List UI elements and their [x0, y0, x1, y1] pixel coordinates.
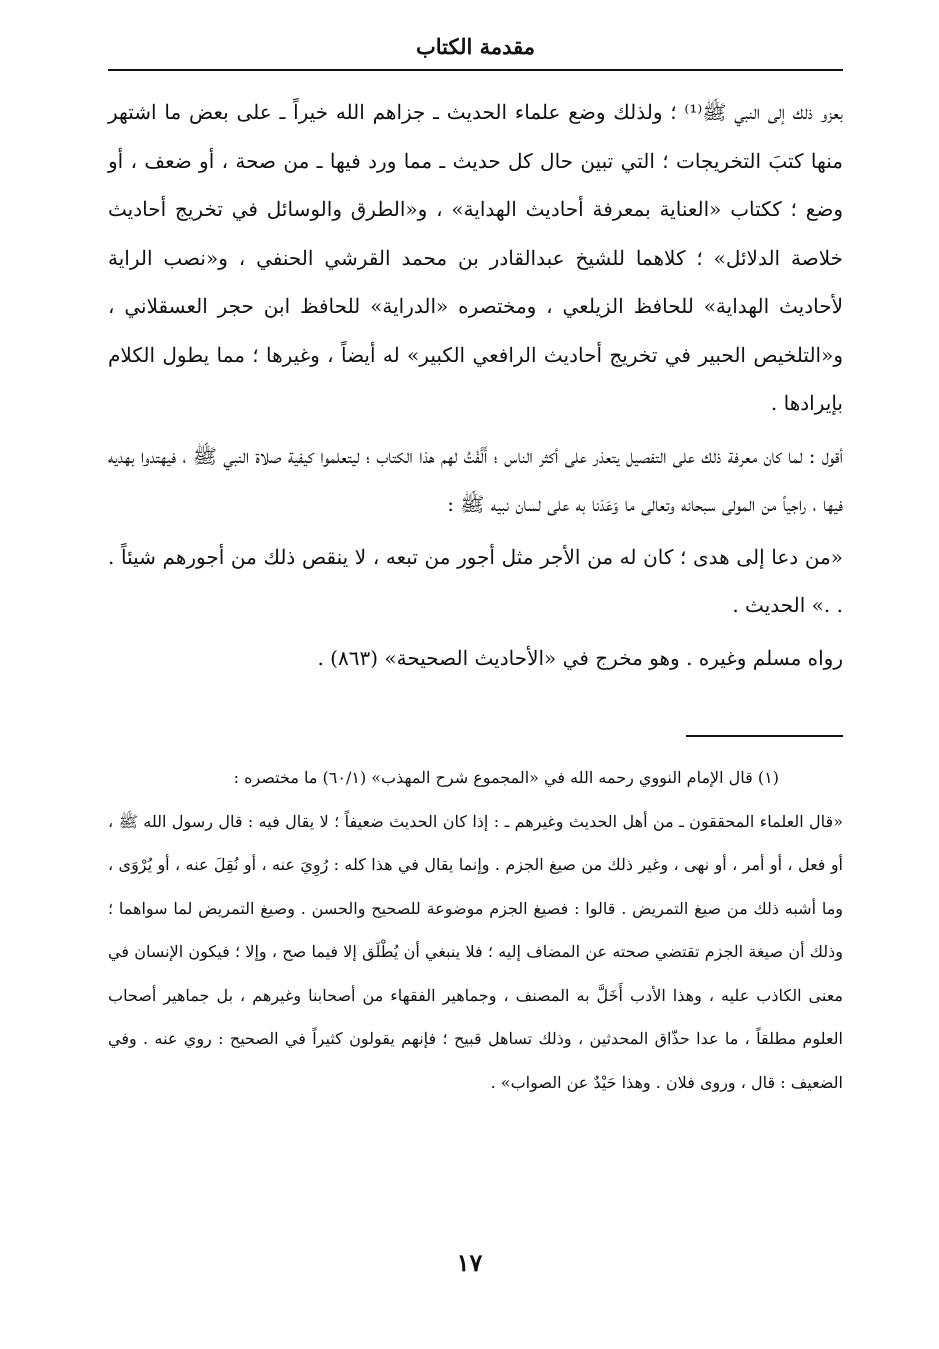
- paragraph-2: أقول : لما كان معرفة ذلك على التفصيل يتعذر على أكثر الناس ؛ أَلَّفْتُ لهم هذا الكتاب ؛ ليتعلموا كيفية صلاة النبي ﷺ ، فيهتدوا بهديه فيها ، راجياً من المولى سبحانه وتعالى ما وَعَدَنا به على لسان نبيه ﷺ :: [108, 443, 843, 516]
- footnote-separator: [686, 735, 843, 737]
- footnote-1-intro: (١) قال الإمام النووي رحمه الله في «المجموع شرح المهذب» (٦٠/١) ما مختصره :: [233, 768, 779, 787]
- footnotes: [108, 756, 843, 1104]
- main-text: [108, 88, 843, 682]
- page-number: ١٧: [456, 1248, 483, 1277]
- paragraph-4-citation: رواه مسلم وغيره . وهو مخرج في «الأحاديث الصحيحة» (٨٦٣) .: [317, 645, 843, 670]
- paragraph-3-hadith-quote: «من دعا إلى هدى ؛ كان له من الأجر مثل أجور من تبعه ، لا ينقص ذلك من أجورهم شيئاً . . .» الحديث .: [108, 544, 843, 617]
- running-header-title: مقدمة الكتاب: [415, 34, 536, 59]
- footnote-1-text: «قال العلماء المحققون ـ من أهل الحديث وغيرهم ـ : إذا كان الحديث ضعيفاً ؛ لا يقال فيه : قال رسول الله ﷺ ، أو فعل ، أو أمر ، أو نهى ، وغير ذلك من صيغ الجزم . وإنما يقال في هذا كله : رُوِيَ عنه ، أو نُقِلَ عنه ، أو يُرْوَى ، وما أشبه ذلك من صيغ التمريض . قالوا : فصيغ الجزم موضوعة للصحيح والحسن . وصيغ التمريض لما سواهما ؛ وذلك أن صيغة الجزم تقتضي صحته عن المضاف إليه ؛ فلا ينبغي أن يُطْلَق إلا فيما صح ، وإلا ؛ فيكون الإنسان في معنى الكاذب عليه ، وهذا الأدب أَخَلَّ به المصنف ، وجماهير الفقهاء من أصحابنا وغيرهم ، بل جماهير أصحاب العلوم مطلقاً ، ما عدا حذّاق المحدثين ، وذلك تساهل قبيح ؛ فإنهم يقولون كثيراً في الصحيح : روي عنه . وفي الضعيف : قال ، وروى فلان . وهذا حَيْدٌ عن الصواب» .: [108, 811, 843, 1092]
- paragraph-1: بعزو ذلك إلى النبي ﷺ⁽¹⁾ ؛ ولذلك وضع علماء الحديث ـ جزاهم الله خيراً ـ على بعض ما اشتهر منها كتبَ التخريجات ؛ التي تبين حال كل حديث ـ مما ورد فيها ـ من صحة ، أو ضعف ، أو وضع ؛ ككتاب «العناية بمعرفة أحاديث الهداية» ، و«الطرق والوسائل في تخريج أحاديث خلاصة الدلائل» ؛ كلاهما للشيخ عبدالقادر بن محمد القرشي الحنفي ، و«نصب الراية لأحاديث الهداية» للحافظ الزيلعي ، ومختصره «الدراية» للحافظ ابن حجر العسقلاني ، و«التلخيص الحبير في تخريج أحاديث الرافعي الكبير» له أيضاً ، وغيرها ؛ مما يطول الكلام بإيرادها .: [108, 100, 843, 415]
- header-rule: [108, 69, 843, 71]
